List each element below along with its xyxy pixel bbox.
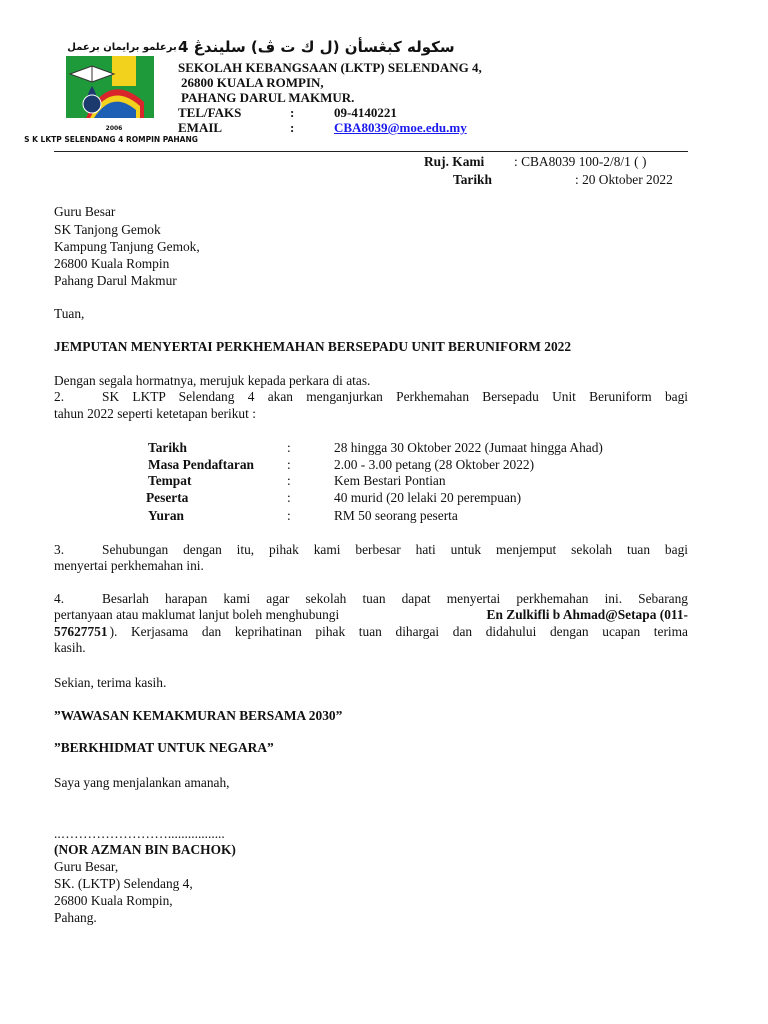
signer-title-line: Guru Besar, [54,859,119,874]
detail-label: Yuran [148,508,184,523]
school-crest-logo [24,40,198,148]
salutation: Tuan, [54,306,85,321]
detail-label: Tempat [148,473,192,488]
detail-separator: : [287,473,291,488]
recipient-line: Guru Besar [54,204,116,219]
recipient-line: 26800 Kuala Rompin [54,256,170,271]
email-label: EMAIL [178,120,223,135]
school-name: SEKOLAH KEBANGSAAN (LKTP) SELENDANG 4, [178,60,482,75]
para2-line1: SK LKTP Selendang 4 akan menganjurkan Perkhemahan Bersepadu Unit Beruniform bagi [102,389,688,404]
motto-berkhidmat: ”BERKHIDMAT UNTUK NEGARA” [54,740,274,755]
para3-line1: Sehubungan dengan itu, pihak kami berbesar hati untuk menjemput sekolah tuan bagi [102,542,688,557]
para4-line2-text: pertanyaan atau maklumat lanjut boleh menghubungi [54,607,340,622]
tarikh-value: : 20 Oktober 2022 [575,172,673,187]
para1: Dengan segala hormatnya, merujuk kepada perkara di atas. [54,373,371,388]
tel-value: 09-4140221 [334,105,397,120]
detail-value: 28 hingga 30 Oktober 2022 (Jumaat hingga Ahad) [334,440,603,455]
tel-label: TEL/FAKS [178,105,242,120]
signoff: Saya yang menjalankan amanah, [54,775,230,790]
para4-line3 [54,624,688,640]
detail-value: Kem Bestari Pontian [334,473,446,488]
contact-phone: 57627751 [54,624,108,639]
tarikh-label: Tarikh [453,172,492,187]
email-link[interactable]: CBA8039@moe.edu.my [334,120,467,135]
address-line1: 26800 KUALA ROMPIN, [181,75,324,90]
detail-label: Masa Pendaftaran [148,457,255,472]
para3-number: 3. [54,542,65,557]
jawi-school-name: سكوله كبڠسأن (ل ك ت ڤ) سليندڠ 4 [178,38,455,56]
para4-line1: Besarlah harapan kami agar sekolah tuan dapat menyertai perkhemahan ini. Sebarang [102,591,688,606]
email-separator: : [290,120,295,135]
signer-title-line: 26800 Kuala Rompin, [54,893,173,908]
letter-subject: JEMPUTAN MENYERTAI PERKHEMAHAN BERSEPADU UNIT BERUNIFORM 2022 [54,339,572,354]
para3-line2: menyertai perkhemahan ini. [54,558,204,573]
detail-label: Tarikh [148,440,187,455]
recipient-line: Pahang Darul Makmur [54,273,177,288]
para4-line4: kasih. [54,640,86,655]
detail-value: 2.00 - 3.00 petang (28 Oktober 2022) [334,457,535,472]
para4-line3-text: ). Kerjasama dan keprihatinan pihak tuan dihargai dan didahului dengan ucapan terima [109,624,688,639]
address-line2: PAHANG DARUL MAKMUR. [181,90,355,105]
motto-wawasan: ”WAWASAN KEMAKMURAN BERSAMA 2030” [54,708,343,723]
para2-line2: tahun 2022 seperti ketetapan berikut : [54,406,256,421]
closing: Sekian, terima kasih. [54,675,167,690]
contact-person: En Zulkifli b Ahmad@Setapa (011- [486,607,688,622]
detail-value: 40 murid (20 lelaki 20 perempuan) [334,490,522,505]
ruj-label: Ruj. Kami [424,154,485,169]
detail-separator: : [287,508,291,523]
logo-year: 2006 [105,125,123,132]
tel-separator: : [290,105,295,120]
signature-line: ..……………………................. [54,826,225,841]
header-divider [54,151,688,152]
recipient-line: Kampung Tanjung Gemok, [54,239,200,254]
signer-name: (NOR AZMAN BIN BACHOK) [54,842,236,857]
para4-line2 [54,607,688,623]
logo-motto: برعلمو برايمان برعمل [67,42,177,53]
para2-number: 2. [54,389,65,404]
signer-title-line: SK. (LKTP) Selendang 4, [54,876,193,891]
detail-label: Peserta [146,490,189,505]
detail-separator: : [287,457,291,472]
detail-separator: : [287,440,291,455]
ruj-value: : CBA8039 100-2/8/1 ( ) [514,154,647,169]
signer-title-line: Pahang. [54,910,97,925]
detail-separator: : [287,490,291,505]
recipient-line: SK Tanjong Gemok [54,222,161,237]
detail-value: RM 50 seorang peserta [334,508,458,523]
para4-number: 4. [54,591,65,606]
logo-ring-text: S K LKTP SELENDANG 4 ROMPIN PAHANG [24,135,198,144]
